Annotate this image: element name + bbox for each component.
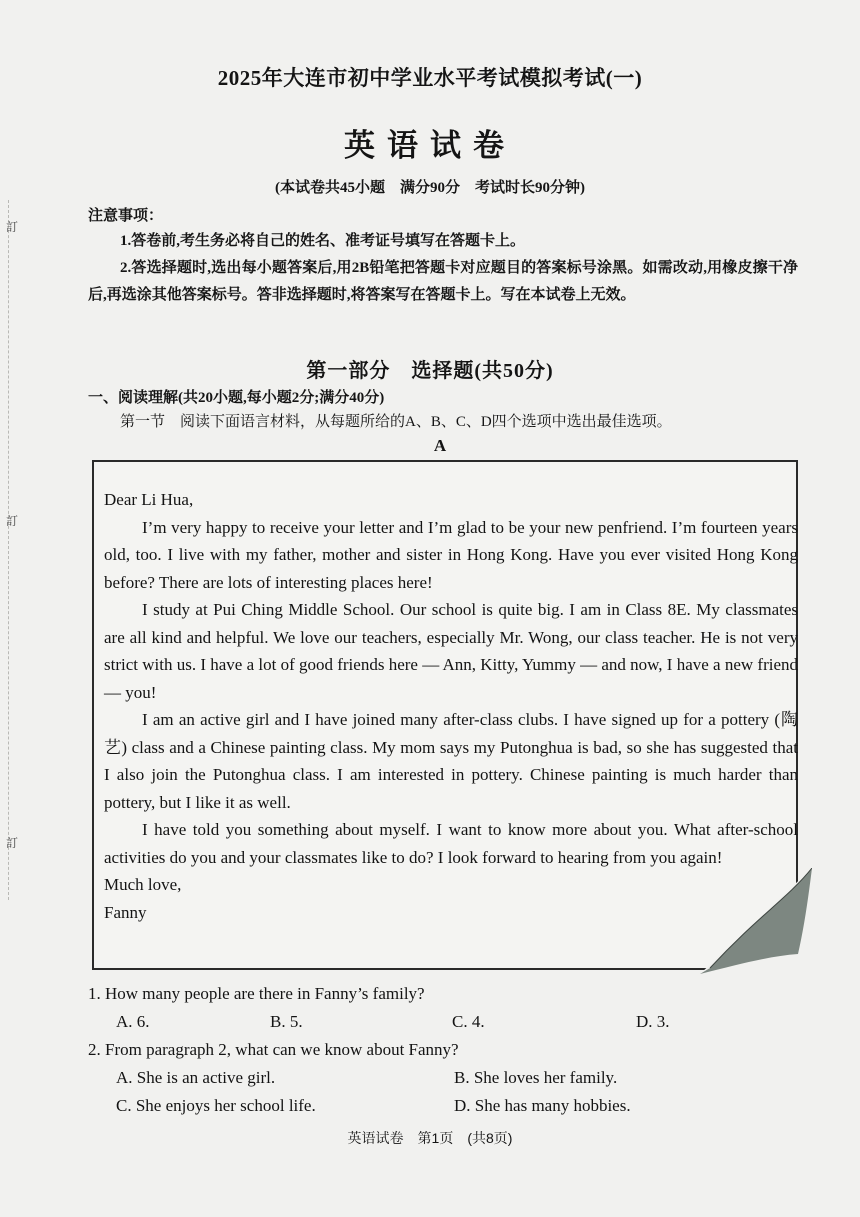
section-heading: 一、阅读理解(共20小题,每小题2分;满分40分) — [88, 390, 385, 406]
binding-mark: 訂 — [6, 514, 19, 528]
page-footer: 英语试卷 第1页 (共8页) — [347, 1130, 513, 1146]
letter-paragraph-1: I’m very happy to receive your letter and I’m glad to be your new penfriend. I’m fourteen years old, too. I live with my father, mother and sister in Hong Kong. Have you ever visited Hong Kong before? There are lots of interesting places here! — [104, 517, 798, 592]
question-2-stem: 2. From paragraph 2, what can we know about Fanny? — [88, 1040, 459, 1059]
question-1-stem: 1. How many people are there in Fanny’s family? — [88, 984, 425, 1003]
letter-greeting: Dear Li Hua, — [104, 490, 194, 509]
page-curl-icon — [700, 868, 812, 974]
notice-heading: 注意事项： — [88, 208, 164, 224]
binding-line — [8, 200, 9, 900]
binding-mark: 訂 — [6, 220, 19, 234]
letter-paragraph-3: I am an active girl and I have joined many after-class clubs. I have signed up for a pottery (陶艺) class and a Chinese painting class. My mom says my Putonghua is bad, so she has suggested that I also join the Putonghua class. I am interested in pottery. Chinese painting is much harder than pottery, but I like it as well. — [104, 710, 798, 812]
passage-label: A — [433, 436, 447, 455]
question-2-option-d: D. She has many hobbies. — [454, 1096, 631, 1115]
subsection-instructions: 第一节 阅读下面语言材料，从每题所给的A、B、C、D四个选项中选出最佳选项。 — [120, 414, 672, 430]
question-2-option-c: C. She enjoys her school life. — [116, 1096, 316, 1115]
notice-item-1: 1.答卷前,考生务必将自己的姓名、准考证号填写在答题卡上。 — [120, 233, 526, 249]
letter-body — [104, 486, 798, 926]
notice-item-2: 2.答选择题时,选出每小题答案后,用2B铅笔把答题卡对应题目的答案标号涂黑。如需改动,用橡皮擦干净后,再选涂其他答案标号。答非选择题时,将答案写在答题卡上。写在本试卷上无效。 — [88, 260, 798, 303]
question-1-option-b: B. 5. — [270, 1012, 303, 1031]
question-2-option-b: B. She loves her family. — [454, 1068, 618, 1087]
subject-title: 英语试卷 — [344, 128, 516, 163]
exam-info: (本试卷共45小题 满分90分 考试时长90分钟) — [275, 180, 585, 196]
part-heading: 第一部分 选择题(共50分) — [306, 360, 554, 382]
question-1-option-c: C. 4. — [452, 1012, 485, 1031]
letter-signature: Fanny — [104, 902, 147, 922]
letter-paragraph-4: I have told you something about myself. I want to know more about you. What after-school activities do you and your classmates like to do? I look forward to hearing from you again! — [104, 820, 798, 867]
question-2-option-a: A. She is an active girl. — [116, 1068, 276, 1087]
letter-paragraph-2: I study at Pui Ching Middle School. Our school is quite big. I am in Class 8E. My classmates are all kind and helpful. We love our teachers, especially Mr. Wong, our class teacher. He is not very strict with us. I have a lot of good friends here — Ann, Kitty, Yummy — and now, I have a new friend — you! — [104, 600, 799, 702]
question-1-option-d: D. 3. — [636, 1012, 670, 1031]
binding-mark: 訂 — [6, 836, 19, 850]
letter-closing: Much love, — [104, 875, 182, 894]
exam-title: 2025年大连市初中学业水平考试模拟考试(一) — [217, 66, 643, 90]
question-1-option-a: A. 6. — [116, 1012, 150, 1031]
